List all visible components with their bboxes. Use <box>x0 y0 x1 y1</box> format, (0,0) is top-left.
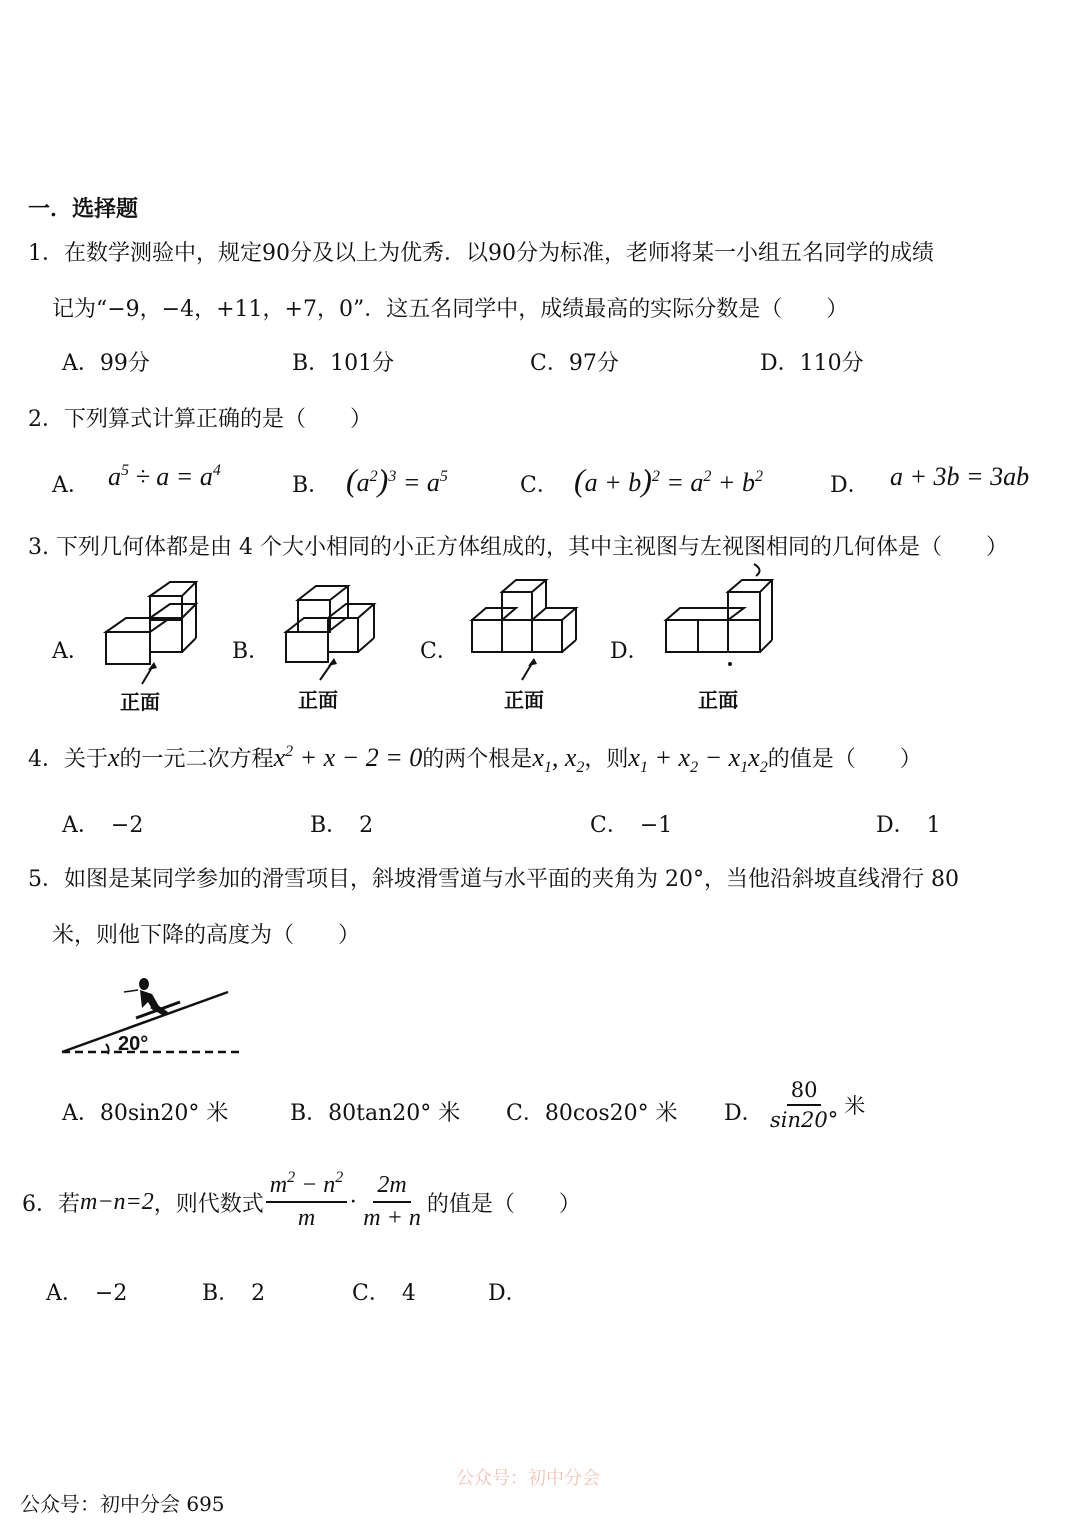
q3-label-b: B． <box>232 639 271 664</box>
footer-text: 公众号：初中分会 695 <box>20 1492 225 1516</box>
cube-figure-d <box>666 564 772 652</box>
watermark: 公众号：初中分会 <box>456 1468 600 1489</box>
q1-option-c: C．97分 <box>530 351 619 376</box>
q5-stem-line2: 米，则他下降的高度为（ ） <box>52 923 361 948</box>
q4-stem <box>28 742 922 776</box>
front-arrows <box>142 660 534 684</box>
q4-option-d: D． 1 <box>876 813 941 838</box>
q6-fraction-2: $\frac{2m}{m + n}$ <box>363 1172 421 1231</box>
q4-option-c: C． −1 <box>590 813 673 838</box>
q5-option-d-fraction <box>764 1078 865 1132</box>
q2-formula-b: $(a^2)^3 = a^5$ <box>346 462 448 498</box>
q5-stem-line1: 5．如图是某同学参加的滑雪项目，斜坡滑雪道与水平面的夹角为 20°，当他沿斜坡直线滑行 80 <box>28 867 959 892</box>
q3-label-c: C． <box>420 639 459 664</box>
q6-stem: 6．若 m−n=2 ，则代数式 $\frac{m^2 - n^2}{m}$ · $\frac{2m}{m + n}$ 的值是（ ） <box>22 1169 581 1231</box>
q1-stem-line2: 记为“−9，−4，+11，+7，0”．这五名同学中，成绩最高的实际分数是（ ） <box>52 297 849 322</box>
section-title: 一．选择题 <box>28 196 139 222</box>
q3-label-a: A． <box>52 639 90 664</box>
q5-option-d-denominator: sin20° <box>770 1108 839 1132</box>
q3-front-label-c: 正面 <box>504 688 544 712</box>
q5-option-b: B．80tan20° 米 <box>290 1101 461 1126</box>
q6-mid: ，则代数式 <box>153 1191 264 1217</box>
q5-ski-slope-figure <box>40 968 260 1064</box>
q6-suffix: 的值是（ ） <box>426 1191 581 1217</box>
q6-condition: m−n=2 <box>80 1188 154 1215</box>
q4-option-b: B． 2 <box>310 813 374 838</box>
q4-stem-mid1: 的一元二次方程 <box>119 747 274 772</box>
q4-expression: $x_1 + x_2 - x_1x_2$ <box>628 743 768 776</box>
q4-stem-mid2: 的两个根是 <box>422 747 533 772</box>
q2-label-a: A． <box>52 473 90 498</box>
q6-option-c: C． 4 <box>352 1281 416 1306</box>
q2-label-c: C． <box>520 473 559 498</box>
q4-equation: $x^2 + x - 2 = 0$ <box>273 743 423 772</box>
q2-label-b: B． <box>292 473 331 498</box>
cube-figure-c <box>472 580 576 652</box>
q2-formula-c: $(a + b)^2 = a^2 + b^2$ <box>574 462 763 498</box>
q3-front-label-d: 正面 <box>698 688 738 712</box>
q5-option-d-label: D． <box>724 1101 764 1126</box>
q5-option-c: C．80cos20° 米 <box>506 1101 678 1126</box>
cube-figure-b <box>286 586 374 662</box>
q5-option-d-unit: 米 <box>844 1094 866 1118</box>
q3-front-label-b: 正面 <box>298 688 338 712</box>
q5-option-a: A．80sin20° 米 <box>62 1101 229 1126</box>
q1-option-d: D．110分 <box>760 351 864 376</box>
q4-option-a: A． −2 <box>62 813 144 838</box>
q6-fraction-1: $\frac{m^2 - n^2}{m}$ <box>266 1172 348 1232</box>
q1-option-b: B．101分 <box>292 351 395 376</box>
q4-var-x: x <box>108 743 120 772</box>
q3-label-d: D． <box>610 639 650 664</box>
q6-option-d: D． <box>488 1281 528 1306</box>
q4-stem-prefix: 4．关于 <box>28 747 108 772</box>
q2-formula-d: a + 3b = 3ab <box>890 462 1030 491</box>
q6-option-a: A． −2 <box>46 1281 128 1306</box>
q2-formula-a: $a^5 \div a = a^4$ <box>108 462 221 491</box>
q6-prefix: 6．若 <box>22 1191 80 1217</box>
q4-stem-mid3: ，则 <box>584 747 629 772</box>
q1-option-a: A．99分 <box>62 351 150 376</box>
q6-option-b: B． 2 <box>202 1281 266 1306</box>
q5-angle-label: 20° <box>118 1033 149 1055</box>
q2-stem: 2．下列算式计算正确的是（ ） <box>28 407 372 432</box>
q3-front-label-a: 正面 <box>120 690 160 714</box>
q3-stem: 3. 下列几何体都是由 4 个大小相同的小正方体组成的，其中主视图与左视图相同的几何体是（ ） <box>28 535 1008 560</box>
q4-roots: $x_1$, $x_2$ <box>532 743 585 776</box>
q2-label-d: D． <box>830 473 870 498</box>
cube-figure-a <box>106 582 196 664</box>
q4-stem-suffix: 的值是（ ） <box>767 747 922 772</box>
q1-stem-line1: 1．在数学测验中，规定90分及以上为优秀．以90分为标准，老师将某一小组五名同学的成绩 <box>28 241 934 266</box>
q5-option-d-numerator: 80 <box>787 1078 822 1106</box>
